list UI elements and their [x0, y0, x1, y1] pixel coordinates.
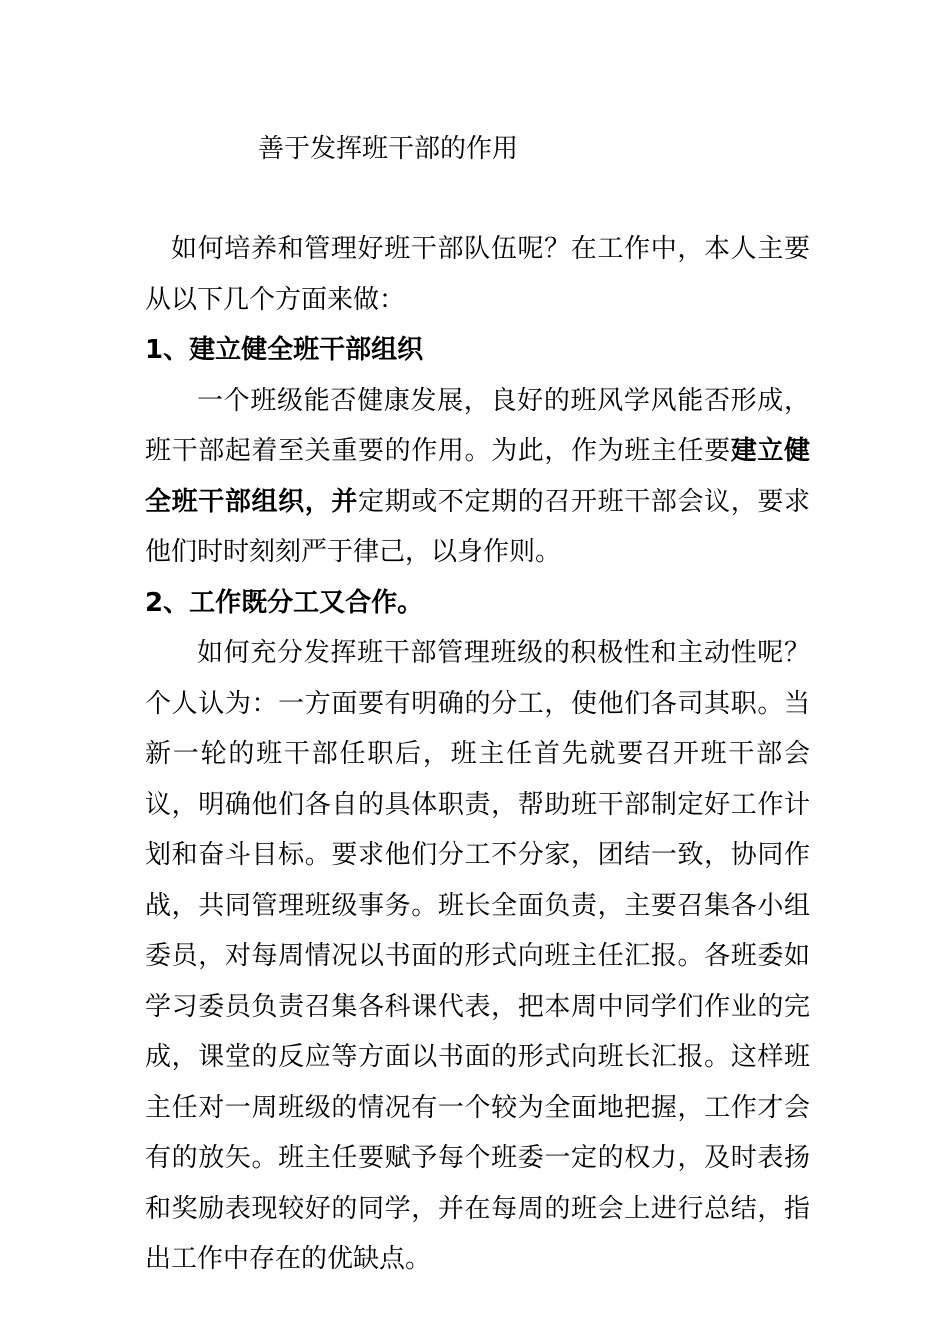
section-2-heading: 2、工作既分工又合作。 [145, 587, 424, 618]
section-1-text-end: 定期或不定期的召开班干部会议，要求他们时时刻刻严于律己，以身作则。 [145, 486, 810, 567]
section-1-text-start: 一个班级能否健康发展，良好的班风学风能否形成，班干部起着至关重要的作用。为此，作为班主任要 [145, 385, 810, 466]
section-1-heading: 1、建立健全班干部组织 [145, 335, 424, 365]
document-body [145, 224, 810, 1285]
section-2-paragraph: 如何充分发挥班干部管理班级的积极性和主动性呢？个人认为：一方面要有明确的分工，使他们各司其职。当新一轮的班干部任职后，班主任首先就要召开班干部会议，明确他们各自的具体职责，帮助班干部制定好工作计划和奋斗目标。要求他们分工不分家，团结一致，协同作战，共同管理班级事务。班长全面负责，主要召集各小组委员，对每周情况以书面的形式向班主任汇报。各班委如学习委员负责召集各科课代表，把本周中同学们作业的完成，课堂的反应等方面以书面的形式向班长汇报。这样班主任对一周班级的情况有一个较为全面地把握，工作才会有的放矢。班主任要赋予每个班委一定的权力，及时表扬和奖励表现较好的同学，并在每周的班会上进行总结，指出工作中存在的优缺点。 [145, 638, 810, 1274]
document-title: 善于发挥班干部的作用 [258, 134, 519, 164]
section-1-paragraph [145, 376, 810, 578]
intro-paragraph: 如何培养和管理好班干部队伍呢？在工作中，本人主要从以下几个方面来做： [145, 234, 810, 315]
section-1-bold-text: 建立健全班干部组织，并 [145, 436, 810, 517]
